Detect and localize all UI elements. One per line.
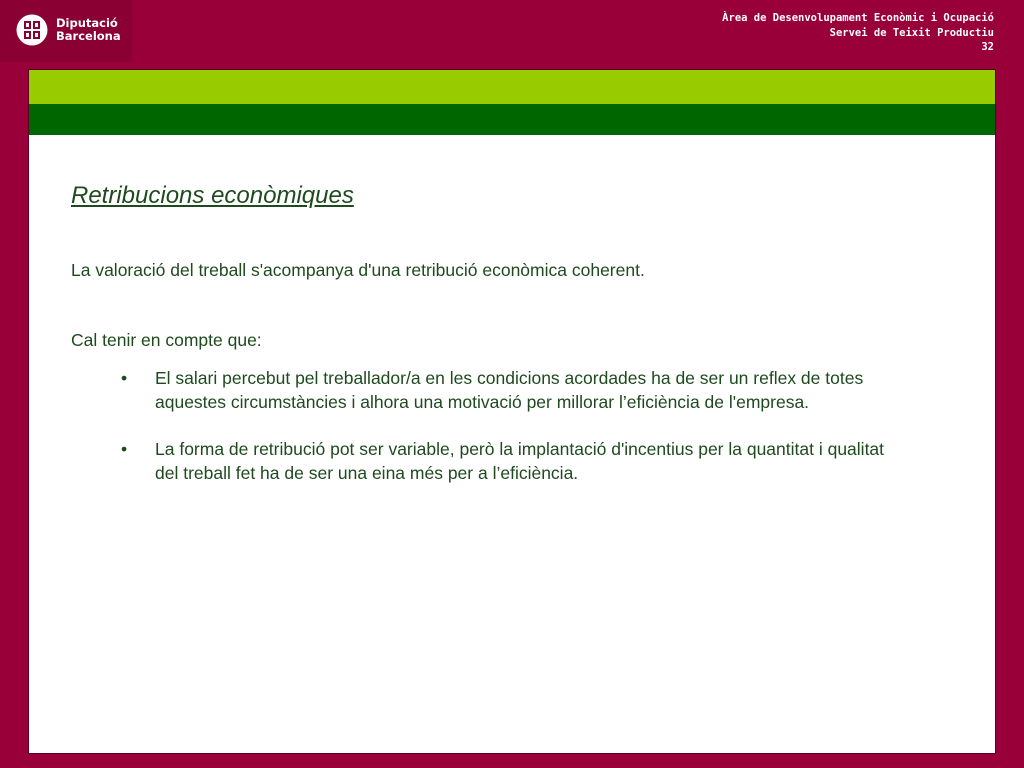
logo-text (56, 17, 121, 43)
bullet-icon: • (121, 439, 128, 459)
header-service: Servei de Teixit Productiu (829, 26, 994, 39)
logo-line-1: Diputació (56, 16, 118, 30)
slide-title: Retribucions econòmiques (71, 182, 354, 209)
header-area: Àrea de Desenvolupament Econòmic i Ocupació (722, 12, 994, 24)
bullet-list (71, 366, 911, 485)
header-band-dark (29, 104, 995, 135)
logo-line-2: Barcelona (56, 29, 121, 43)
list-item (121, 437, 911, 485)
bullet-icon: • (121, 368, 128, 388)
logo (0, 0, 132, 62)
bullet-text: El salari percebut pel treballador/a en les condicions acordades ha de ser un reflex de totes aquestes circumstàncies i alhora una motivació per millorar l’eficiència de l'empresa. (155, 368, 864, 412)
list-item (121, 366, 911, 414)
intro-paragraph: La valoració del treball s'acompanya d'una retribució econòmica coherent. (71, 260, 645, 280)
slide-content (71, 180, 911, 508)
lead-paragraph: Cal tenir en compte que: (71, 330, 262, 350)
coat-of-arms-icon (16, 14, 48, 46)
header-info (722, 11, 994, 55)
header-band-light (29, 70, 995, 104)
bullet-text: La forma de retribució pot ser variable, però la implantació d'incentius per la quantitat i qualitat del treball fet ha de ser una eina més per a l’eficiència. (155, 439, 885, 483)
page-number: 32 (981, 41, 994, 53)
slide-panel (28, 69, 996, 754)
